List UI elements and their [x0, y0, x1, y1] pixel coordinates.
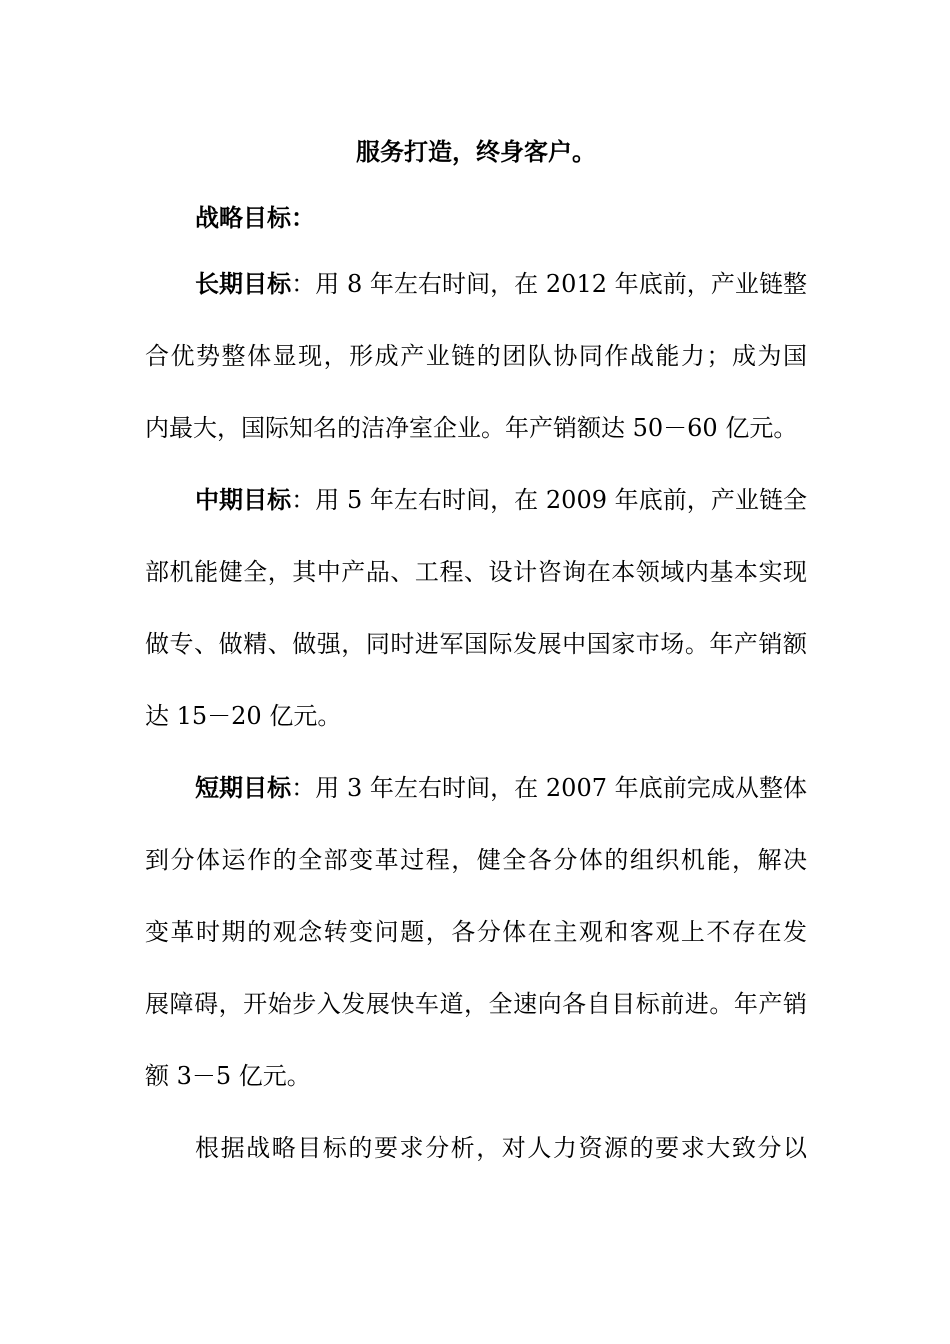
short-term-label: 短期目标: [195, 773, 292, 802]
analysis-line-1: 根据战略目标的要求分析，对人力资源的要求大致分以: [195, 1134, 807, 1162]
long-term-line-1: [145, 256, 807, 328]
short-term-line-3: 变革时期的观念转变问题，各分体在主观和客观上不存在发: [145, 918, 807, 946]
short-term-line-4: 展障碍，开始步入发展快车道，全速向各自目标前进。年产销: [145, 990, 807, 1018]
short-term-line-5: 额 3－5 亿元。: [145, 1062, 311, 1090]
mid-term-line-1: [145, 472, 807, 544]
mid-term-line-2: 部机能健全，其中产品、工程、设计咨询在本领域内基本实现: [145, 558, 807, 586]
short-term-line-1: [145, 760, 807, 832]
short-term-line-2: 到分体运作的全部变革过程，健全各分体的组织机能，解决: [145, 846, 807, 874]
long-term-line-2: 合优势整体显现，形成产业链的团队协同作战能力；成为国: [145, 342, 807, 370]
document-body: [145, 124, 807, 1192]
mid-term-label: 中期目标: [195, 485, 292, 514]
mid-term-text-1: ：用 5 年左右时间，在 2009 年底前，产业链全: [291, 486, 807, 514]
slogan-title: 服务打造，终身客户。: [356, 137, 596, 166]
long-term-line-3: 内最大，国际知名的洁净室企业。年产销额达 50－60 亿元。: [145, 414, 798, 442]
mid-term-line-4: 达 15－20 亿元。: [145, 702, 342, 730]
long-term-label: 长期目标: [195, 269, 292, 298]
short-term-text-1: ：用 3 年左右时间，在 2007 年底前完成从整体: [291, 774, 807, 802]
section-heading: 战略目标：: [195, 203, 315, 232]
mid-term-line-3: 做专、做精、做强，同时进军国际发展中国家市场。年产销额: [145, 630, 807, 658]
long-term-text-1: ：用 8 年左右时间，在 2012 年底前，产业链整: [291, 270, 807, 298]
